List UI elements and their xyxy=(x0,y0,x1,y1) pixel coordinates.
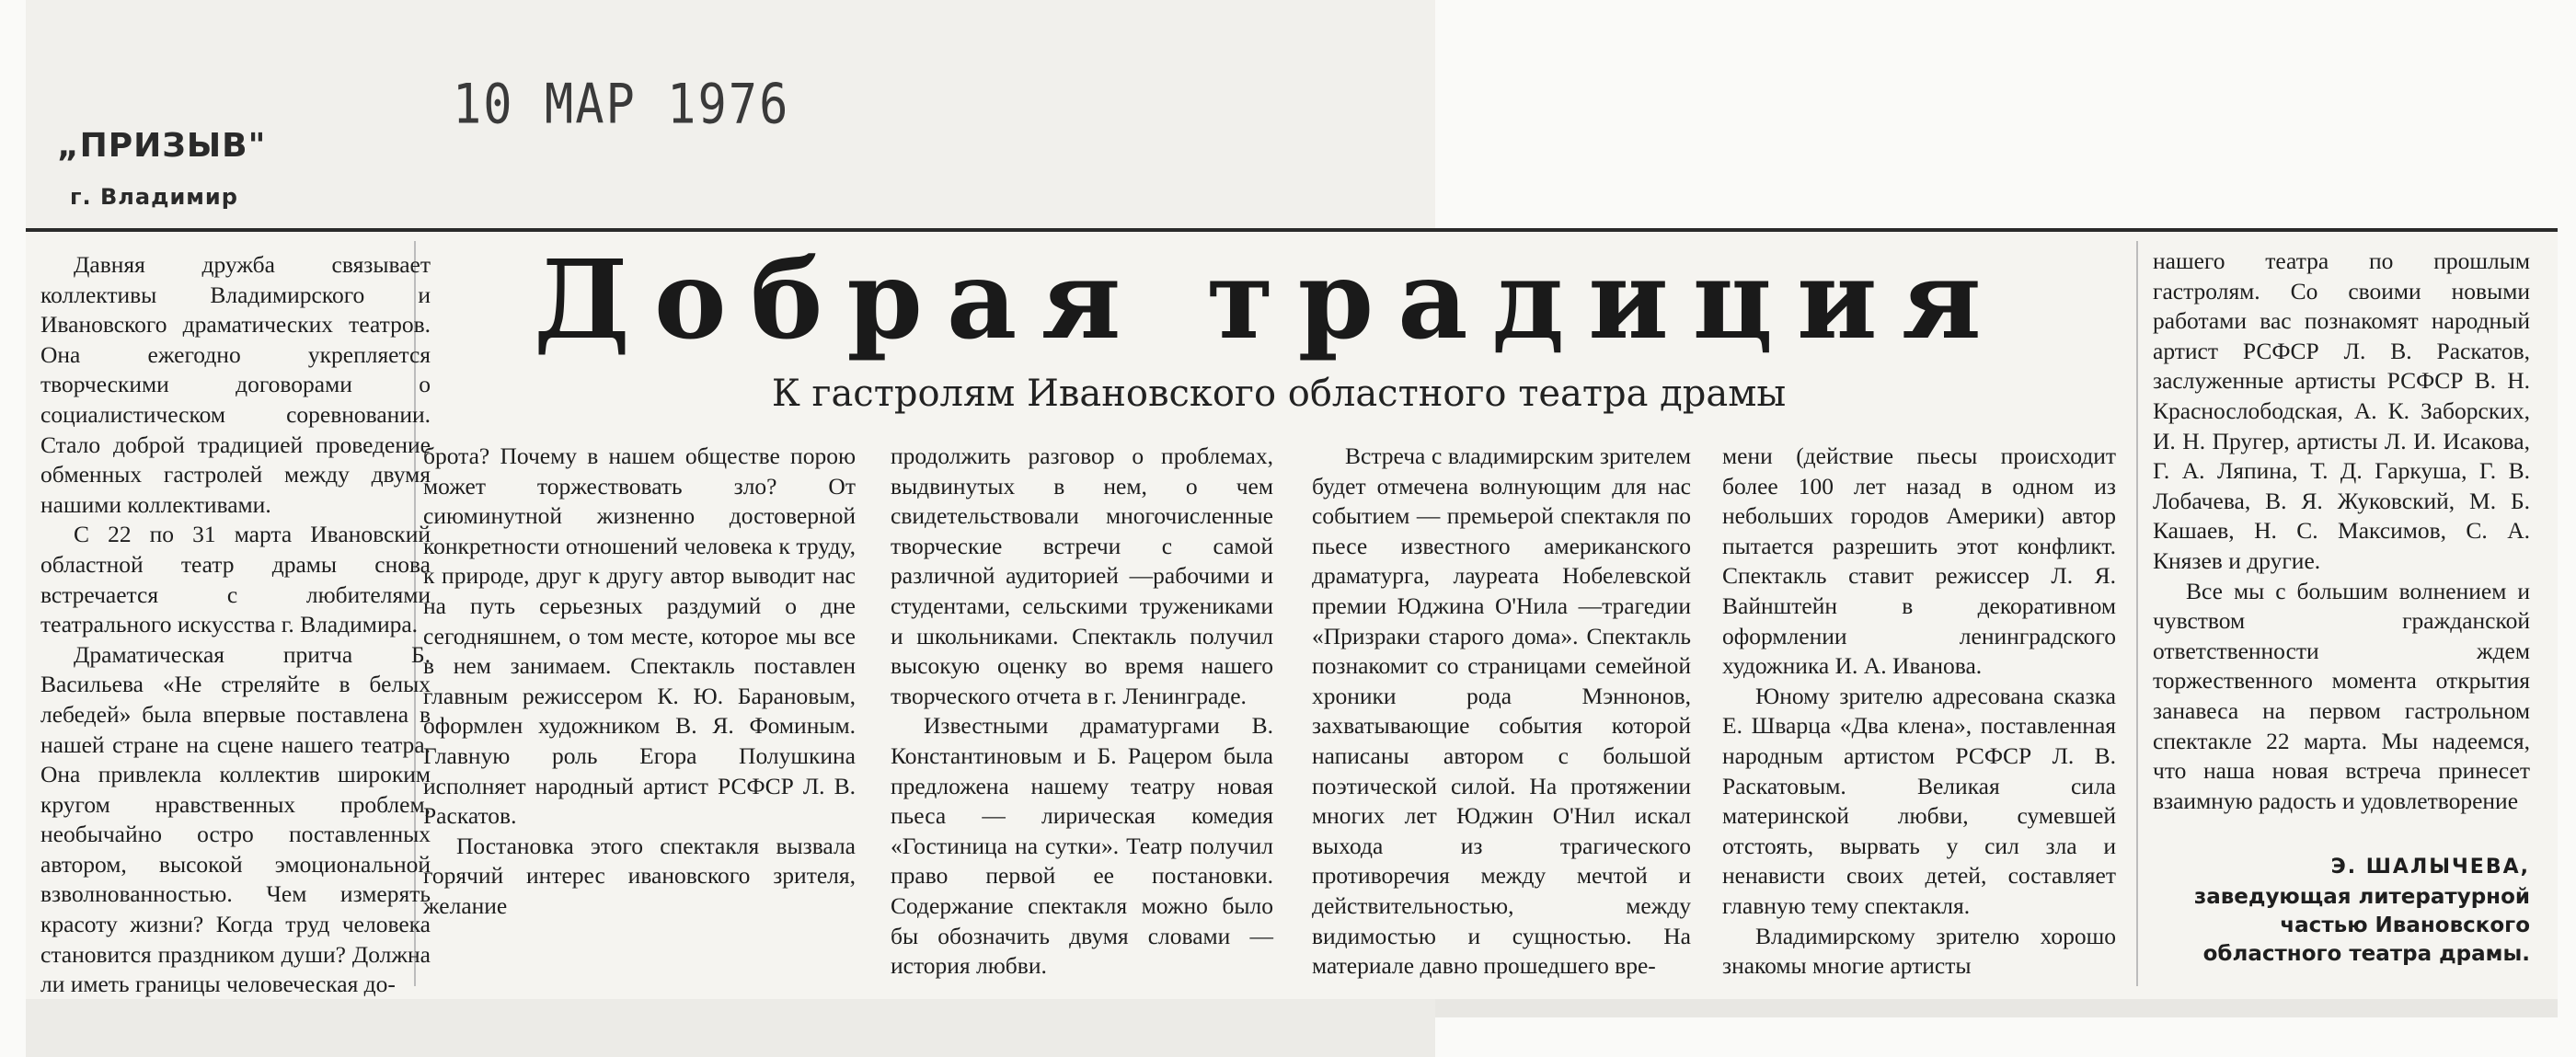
paragraph: Все мы с большим волнением и чувством гражданской ответственности ждем торжественного момента открытия занавеса на первом гастрольном спектакле 22 марта. Мы надеемся, что наша новая встреча принесет взаимную радость и удовлетворение xyxy=(2153,577,2530,814)
article-headline: Добрая традиция xyxy=(534,236,2006,363)
paragraph: нашего театра по прошлым гастролям. Со своими новыми работами вас познакомят народный артист РСФСР Л. В. Раскатов, заслуженные артисты РСФСР В. Н. Краснослободская, А. К. Заборских, И. Н. Пругер, артисты Л. И. Исакова, Г. А. Ляпина, Т. Д. Гаркуша, Г. В. Лобачева, В. Я. Жуковский, М. Б. Кашаев, Н. С. Максимов, С. А. Князев и другие. xyxy=(2153,247,2530,574)
paper-right-strip xyxy=(1435,999,2558,1017)
paragraph: Юному зрителю адресована сказка Е. Шварца «Два клена», поставленная народным артистом РСФСР Л. В. Раскатовым. Великая сила материнской любви, сумевшей отстоять, вырвать у сил зла и ненависти своих детей, составляет главную тему спектакля. xyxy=(1722,682,2116,919)
article-column-4 xyxy=(1312,442,1691,982)
article-column-3 xyxy=(891,442,1273,982)
article-column-1 xyxy=(40,250,431,1000)
paragraph: мени (действие пьесы происходит более 100 лет назад в одном из небольших городов Америки) автор пытается разрешить этот конфликт. Спектакль ставит режиссер Л. Я. Вайнштейн в декоративном оформлении ленинградского художника И. А. Иванова. xyxy=(1722,442,2116,680)
paragraph: С 22 по 31 марта Ивановский областной театр драмы снова встречается с любителями театрального искусства г. Владимира. xyxy=(40,521,431,638)
paper-bottom-strip xyxy=(26,999,1435,1057)
paragraph: Владимирскому зрителю хорошо знакомы многие артисты xyxy=(1722,922,2116,980)
paragraph: Встреча с владимирским зрителем будет отмечена волнующим для нас событием — премьерой спектакля по пьесе известного американского драматурга, лауреата Нобелевской премии Юджина О'Нила —трагедии «Призраки старого дома». Спектакль познакомит со страницами семейной хроники рода Мэннонов, захватывающие события которой написаны автором с большой поэтической силой. На протяжении многих лет Юджин О'Нил искал выхода из трагического противоречия между мечтой и действительностью, между видимостью и сущностью. На материале давно прошедшего вре- xyxy=(1312,442,1691,980)
column-rule xyxy=(2136,241,2138,986)
newspaper-name: „ПРИЗЫВ" xyxy=(57,127,267,165)
author-signature: Э. ШАЛЫЧЕВА, xyxy=(2330,856,2530,879)
paragraph: Известными драматургами В. Константиновым и Б. Рацером была предложена нашему театру новая пьеса — лирическая комедия «Гостиница на сутки». Театр получил право первой ее постановки. Содержание спектакля можно было бы обозначить двумя словами —история любви. xyxy=(891,712,1273,980)
article-column-6 xyxy=(2153,247,2530,969)
paragraph: брота? Почему в нашем обществе порою может торжествовать зло? От сиюминутной жизненно достоверной конкретности отношений человека к труду, к природе, друг к другу автор выводит нас на путь серьезных раздумий о дне сегодняшнем, о том месте, которое мы все в нем занимаем. Спектакль поставлен главным режиссером К. Ю. Барановым, оформлен художником В. Я. Фоминым. Главную роль Егора Полушкина исполняет народный артист РСФСР Л. В. Раскатов. xyxy=(423,442,856,830)
paragraph: Давняя дружба связывает коллективы Владимирского и Ивановского драматических театров. Она ежегодно укрепляется творческими договорами о социалистическом соревновании. Стало доброй традицией проведение обменных гастролей между двумя нашими коллективами. xyxy=(40,251,431,518)
article-column-5 xyxy=(1722,442,2116,982)
article-column-2 xyxy=(423,442,856,922)
article-subheadline: К гастролям Ивановского областного театра драмы xyxy=(771,373,1787,415)
author-position: заведующая литературной частью Ивановского областного театра драмы. xyxy=(2193,884,2530,966)
date-stamp: 10 МАР 1976 xyxy=(453,73,790,137)
newspaper-city: г. Владимир xyxy=(70,184,238,210)
paragraph: продолжить разговор о проблемах, выдвинутых в нем, о чем свидетельствовали многочисленные творческие встречи с самой различной аудиторией —рабочими и студентами, сельскими тружениками и школьниками. Спектакль получил высокую оценку во время нашего творческого отчета в г. Ленинграде. xyxy=(891,442,1273,709)
paragraph: Постановка этого спектакля вызвала горячий интерес ивановского зрителя, желание xyxy=(423,832,856,919)
paragraph: Драматическая притча Б. Васильева «Не стреляйте в белых лебедей» была впервые поставлена в нашей стране на сцене нашего театра. Она привлекла коллектив широким кругом нравственных проблем, необычайно остро поставленных автором, высокой эмоциональной взволнованностью. Чем измерять красоту жизни? Когда труд человека становится праздником души? Должна ли иметь границы человеческая до- xyxy=(40,640,431,998)
